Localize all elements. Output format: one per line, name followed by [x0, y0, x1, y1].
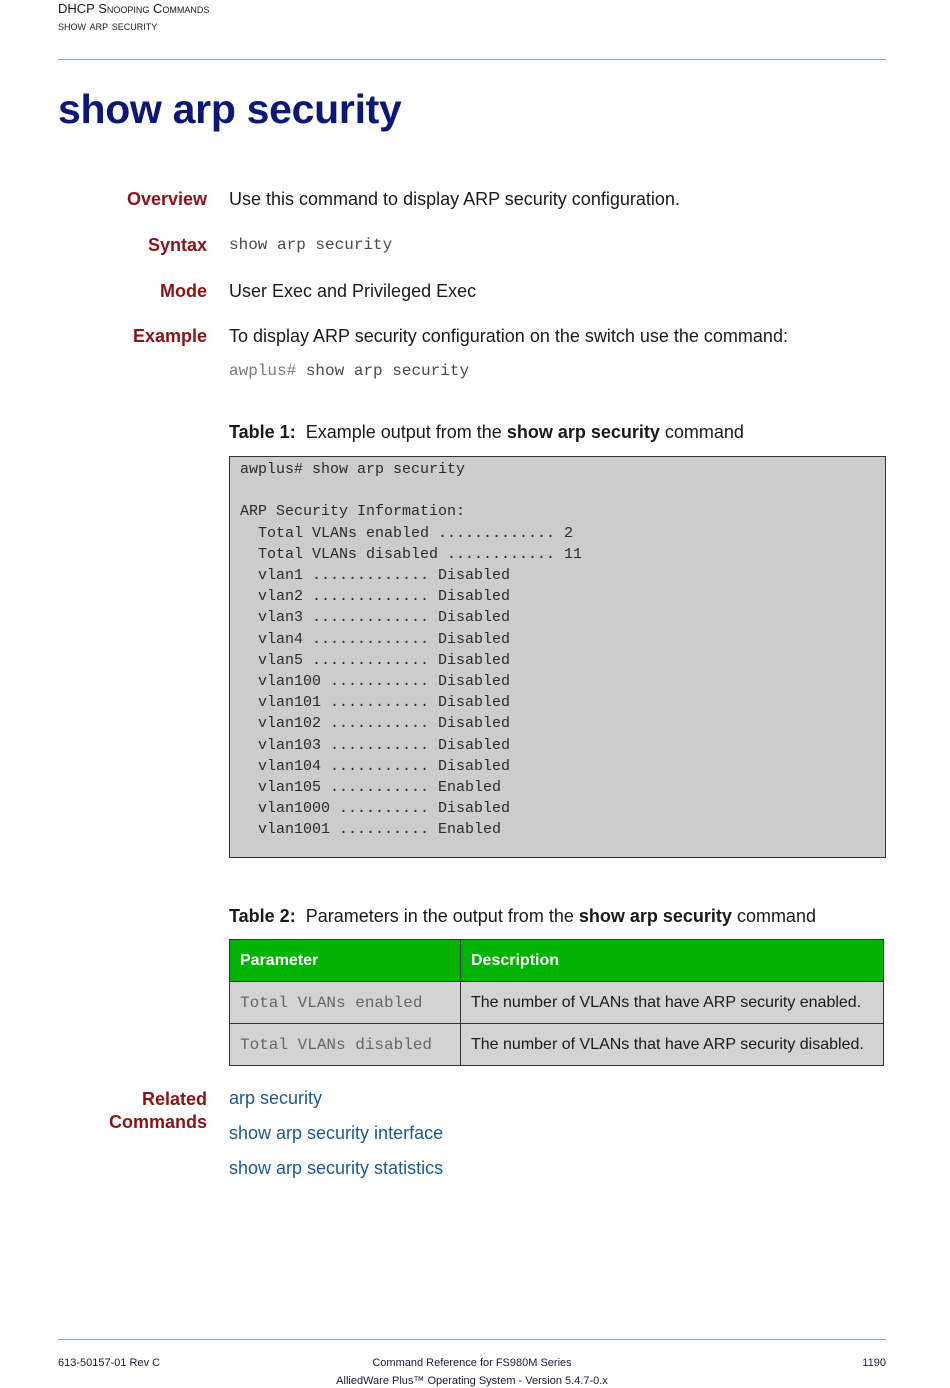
overview-text: Use this command to display ARP security configuration.	[229, 189, 680, 209]
table-header-row	[230, 940, 884, 982]
example-label: Example	[132, 326, 207, 346]
footer-title-line2: AlliedWare Plus™ Operating System - Version 5.4.7-0.x	[336, 1375, 608, 1387]
link-arp-security[interactable]: arp security	[229, 1088, 323, 1108]
column-header-parameter: Parameter	[230, 940, 461, 982]
description-cell: The number of VLANs that have ARP security disabled.	[461, 1024, 884, 1066]
link-show-arp-security-interface[interactable]: show arp security interface	[229, 1123, 444, 1143]
example-command-line	[229, 362, 469, 380]
header-subsection: show arp security	[58, 18, 158, 33]
page-title: show arp security	[58, 86, 402, 132]
column-header-description: Description	[461, 940, 884, 982]
table1-caption: Table 1: Example output from the show arp security command	[229, 422, 744, 442]
description-cell: The number of VLANs that have ARP security enabled.	[461, 982, 884, 1024]
footer-title-line1: Command Reference for FS980M Series	[372, 1357, 572, 1369]
footer-rule	[58, 1339, 886, 1340]
header-section: DHCP Snooping Commands	[58, 1, 210, 16]
example-text: To display ARP security configuration on the switch use the command:	[229, 326, 788, 346]
mode-label: Mode	[160, 281, 207, 301]
syntax-command: show arp security	[229, 236, 393, 254]
page-number: 1190	[862, 1357, 886, 1369]
parameter-cell: Total VLANs disabled	[230, 1024, 461, 1066]
parameters-table	[229, 939, 884, 1066]
related-commands-label: Related Commands	[108, 1089, 207, 1132]
running-header	[58, 0, 209, 34]
example-output-box	[229, 456, 886, 858]
example-output: awplus# show arp security ARP Security Information: Total VLANs enabled ............. 2 Total VLANs disabled ............ 11 vlan1 ............. Disabled vlan2 ............. Disabled vlan3 ............. Disabled vlan4 ............. Disabled vlan5 ............. Disabled vlan100 ........... Disabled vlan101 ........... Disabled vlan102 ........... Disabled vlan103 ........... Disabled vlan104 ........... Disabled vlan105 ........... Enabled vlan1000 .......... Disabled vlan1001 .......... Enabled	[240, 461, 583, 839]
table2-caption: Table 2: Parameters in the output from the show arp security command	[229, 906, 816, 926]
link-show-arp-security-statistics[interactable]: show arp security statistics	[229, 1158, 444, 1178]
footer-doc-id: 613-50157-01 Rev C	[58, 1357, 161, 1369]
example-command: show arp security	[305, 362, 470, 380]
table-row	[230, 982, 884, 1024]
parameter-cell: Total VLANs enabled	[230, 982, 461, 1024]
table-row	[230, 1024, 884, 1066]
prompt: awplus#	[229, 362, 297, 380]
header-rule	[58, 59, 886, 60]
syntax-label: Syntax	[147, 235, 207, 255]
mode-text: User Exec and Privileged Exec	[229, 281, 477, 301]
overview-label: Overview	[126, 189, 207, 209]
